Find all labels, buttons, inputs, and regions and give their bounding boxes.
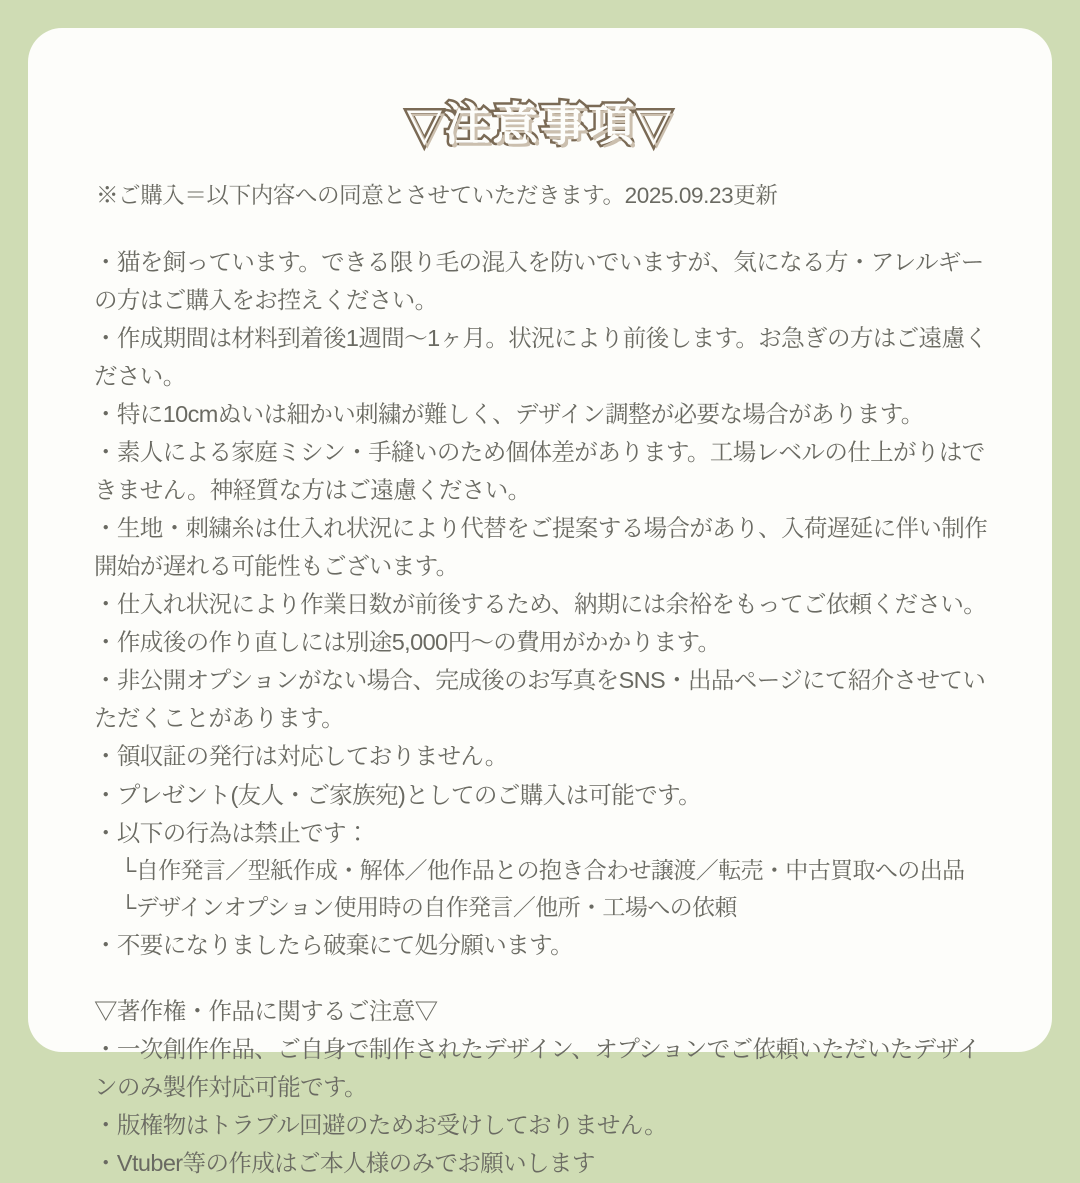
copyright-item: ・Vtuber等の作成はご本人様のみでお願いします	[94, 1150, 595, 1177]
list-item: ・以下の行為は禁止です：	[94, 819, 369, 846]
list-item: ・作成後の作り直しには別途5,000円〜の費用がかかります。	[94, 629, 721, 656]
list-item: ・非公開オプションがない場合、完成後のお写真をSNS・出品ページにて紹介させていただくことがあります。	[94, 667, 986, 732]
title-container	[80, 88, 1000, 154]
copyright-item: ・版権物はトラブル回避のためお受けしておりません。	[94, 1112, 667, 1139]
list-item: ・猫を飼っています。できる限り毛の混入を防いでいますが、気になる方・アレルギーの方はご購入をお控えください。	[94, 248, 984, 313]
copyright-section-heading: ▽著作権・作品に関するご注意▽	[94, 998, 438, 1025]
list-item: ・生地・刺繍糸は仕入れ状況により代替をご提案する場合があり、入荷遅延に伴い制作開始が遅れる可能性もございます。	[94, 515, 988, 580]
list-item: ・領収証の発行は対応しておりません。	[94, 743, 508, 770]
list-item: ・作成期間は材料到着後1週間〜1ヶ月。状況により前後します。お急ぎの方はご遠慮ください。	[94, 324, 988, 389]
prohibited-item: └デザインオプション使用時の自作発言／他所・工場への依頼	[120, 893, 737, 920]
page-title: ▽注意事項▽	[406, 97, 674, 151]
lead-text: ※ご購入＝以下内容への同意とさせていただきます。2025.09.23更新	[96, 183, 778, 208]
notes-list	[94, 243, 994, 1183]
section-gap	[94, 964, 994, 992]
list-item: ・プレゼント(友人・ご家族宛)としてのご購入は可能です。	[94, 781, 702, 808]
list-item: ・素人による家庭ミシン・手縫いのため個体差があります。工場レベルの仕上がりはできません。神経質な方はご遠慮ください。	[94, 438, 985, 503]
notice-card	[28, 28, 1052, 1177]
list-item: ・仕入れ状況により作業日数が前後するため、納期には余裕をもってご依頼ください。	[94, 591, 987, 618]
prohibited-item: └自作発言／型紙作成・解体／他作品との抱き合わせ譲渡／転売・中古買取への出品	[120, 856, 965, 883]
copyright-item: ・一次創作作品、ご自身で制作されたデザイン、オプションでご依頼いただいたデザインのみ製作対応可能です。	[94, 1036, 980, 1101]
list-item: ・特に10cmぬいは細かい刺繍が難しく、デザイン調整が必要な場合があります。	[94, 400, 924, 427]
list-item: ・不要になりましたら破棄にて処分願います。	[94, 932, 574, 959]
